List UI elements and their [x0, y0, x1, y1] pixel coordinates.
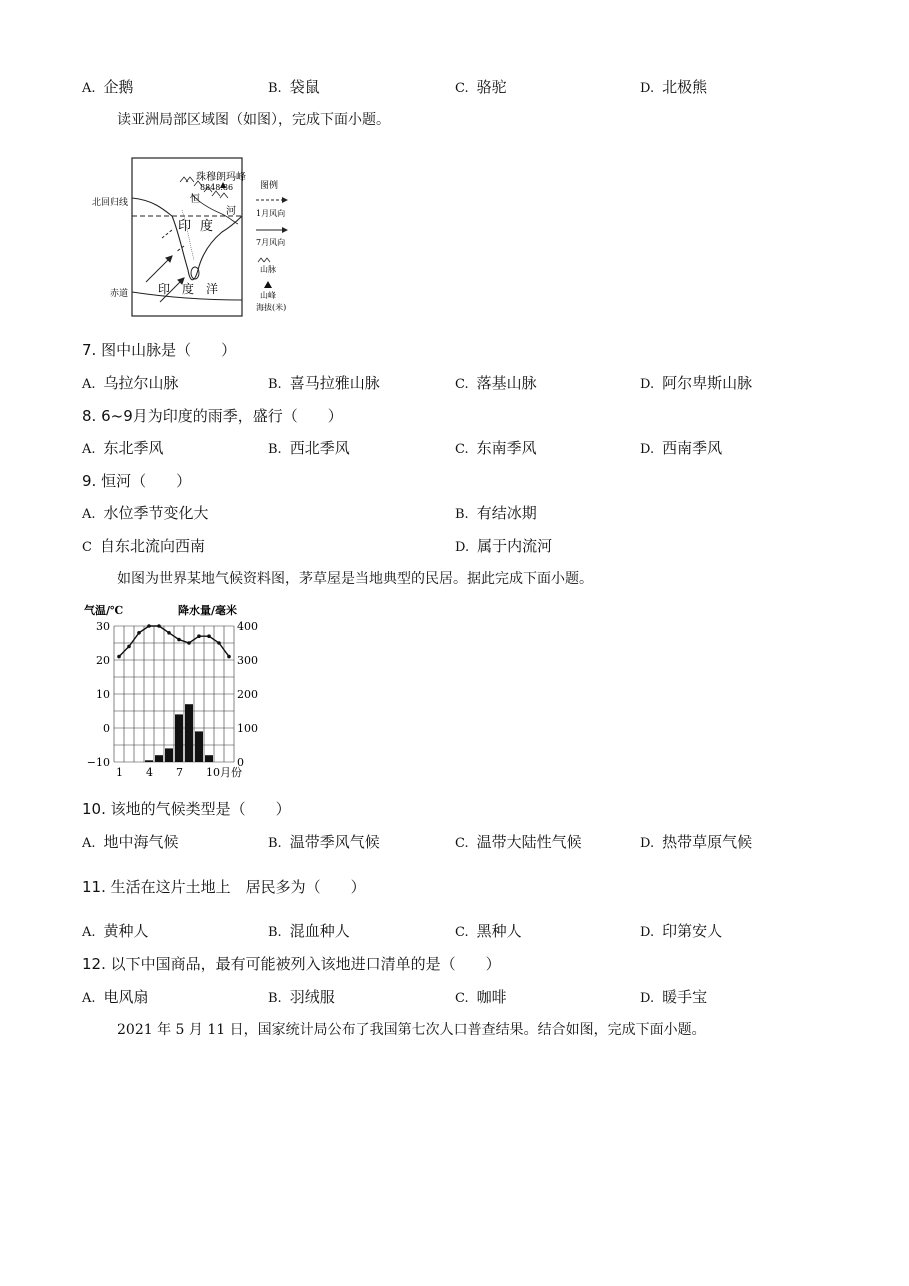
q10-stem: 10. 该地的气候类型是（ ）	[82, 800, 291, 818]
precip-bar	[145, 760, 153, 762]
q11-option-d: D. 印第安人	[640, 922, 723, 940]
q11-option-b: B. 混血种人	[268, 922, 350, 940]
temperature-point	[187, 641, 191, 645]
q7-option-c: C. 落基山脉	[455, 374, 537, 392]
y-right-tick: 400	[237, 620, 258, 633]
q11-option-c: C. 黑种人	[455, 922, 522, 940]
legend-mountain: 山脉	[260, 265, 276, 274]
y-right-tick: 0	[237, 756, 244, 769]
precip-bar	[195, 731, 203, 762]
q8-option-d: D. 西南季风	[640, 439, 723, 457]
y-right-tick: 200	[237, 688, 258, 701]
q10-option-b: B. 温带季风气候	[268, 833, 380, 851]
temperature-point	[157, 624, 161, 628]
q7-option-a: A. 乌拉尔山脉	[82, 374, 179, 392]
q9-option-a: A. 水位季节变化大	[82, 504, 209, 522]
y-left-label: 气温/℃	[84, 604, 124, 617]
land-label-2: 度	[200, 219, 214, 234]
x-tick: 1	[116, 766, 123, 779]
q6-option-d: D. 北极熊	[640, 78, 708, 96]
q11-stem: 11. 生活在这片土地上 居民多为（ ）	[82, 878, 366, 896]
q9-option-d: D. 属于内流河	[455, 537, 553, 555]
precip-bar	[165, 748, 173, 762]
y-right-label: 降水量/毫米	[178, 604, 238, 617]
q12-option-c: C. 咖啡	[455, 988, 507, 1006]
land-label-1: 印	[178, 219, 192, 234]
q8-option-b: B. 西北季风	[268, 439, 350, 457]
q10-option-d: D. 热带草原气候	[640, 833, 753, 851]
q11-option-a: A. 黄种人	[82, 922, 149, 940]
precip-bar	[175, 714, 183, 762]
tropic-label: 北回归线	[92, 198, 129, 208]
intro-climate: 如图为世界某地气候资料图，茅草屋是当地典型的民居。据此完成下面小题。	[117, 571, 593, 587]
q8-stem: 8. 6~9月为印度的雨季，盛行（ ）	[82, 407, 343, 425]
legend-jul-wind: 7月风向	[256, 238, 286, 247]
y-right-tick: 100	[237, 722, 258, 735]
temperature-point	[227, 655, 231, 659]
q6-option-c: C. 骆驼	[455, 78, 507, 96]
q10-option-c: C. 温带大陆性气候	[455, 833, 582, 851]
equator-label: 赤道	[110, 289, 129, 299]
intro-census: 2021 年 5 月 11 日，国家统计局公布了我国第七次人口普查结果。结合如图，完成下面小题。	[117, 1022, 706, 1038]
river-label-2: 河	[226, 206, 236, 217]
legend-title: 图例	[260, 181, 279, 191]
y-left-tick: 10	[96, 688, 110, 701]
q9-option-c: C 自东北流向西南	[82, 537, 205, 555]
q12-stem: 12. 以下中国商品，最有可能被列入该地进口清单的是（ ）	[82, 955, 501, 973]
legend-jan-wind: 1月风向	[256, 209, 286, 218]
y-left-tick: −10	[86, 756, 110, 769]
x-tick: 10月份	[206, 766, 242, 779]
river-label-1: 恒	[190, 194, 200, 205]
precip-bar	[155, 755, 163, 762]
intro-map: 读亚洲局部区域图（如图），完成下面小题。	[117, 112, 390, 128]
q7-option-d: D. 阿尔卑斯山脉	[640, 374, 753, 392]
q7-stem: 7. 图中山脉是（ ）	[82, 341, 237, 359]
temperature-point	[207, 634, 211, 638]
ocean-label: 印 度 洋	[158, 282, 219, 296]
climate-chart	[82, 600, 262, 780]
y-right-tick: 300	[237, 654, 258, 667]
x-tick: 7	[176, 766, 183, 779]
q9-option-b: B. 有结冰期	[455, 504, 537, 522]
y-left-tick: 20	[96, 654, 110, 667]
precip-bar	[205, 755, 213, 762]
y-left-tick: 30	[96, 620, 110, 633]
india-map	[82, 150, 297, 320]
q7-option-b: B. 喜马拉雅山脉	[268, 374, 380, 392]
y-left-tick: 0	[103, 722, 110, 735]
temperature-point	[177, 638, 181, 642]
peak-height-label: 8848.86	[200, 183, 234, 192]
q6-option-a: A. 企鹅	[82, 78, 134, 96]
temperature-point	[197, 634, 201, 638]
legend-elevation: 海拔(米)	[256, 303, 287, 312]
q8-option-a: A. 东北季风	[82, 439, 164, 457]
legend-peak: 山峰	[260, 291, 276, 300]
q9-stem: 9. 恒河（ ）	[82, 472, 192, 490]
q12-option-b: B. 羽绒服	[268, 988, 335, 1006]
temperature-point	[127, 645, 131, 649]
temperature-point	[147, 624, 151, 628]
temperature-point	[137, 631, 141, 635]
temperature-point	[117, 655, 121, 659]
q8-option-c: C. 东南季风	[455, 439, 537, 457]
temperature-point	[167, 631, 171, 635]
q12-option-a: A. 电风扇	[82, 988, 149, 1006]
x-tick: 4	[146, 766, 153, 779]
q6-option-b: B. 袋鼠	[268, 78, 320, 96]
peak-name-label: 珠穆朗玛峰	[196, 172, 246, 183]
temperature-point	[217, 641, 221, 645]
q10-option-a: A. 地中海气候	[82, 833, 179, 851]
precip-bar	[185, 704, 193, 762]
q12-option-d: D. 暖手宝	[640, 988, 708, 1006]
